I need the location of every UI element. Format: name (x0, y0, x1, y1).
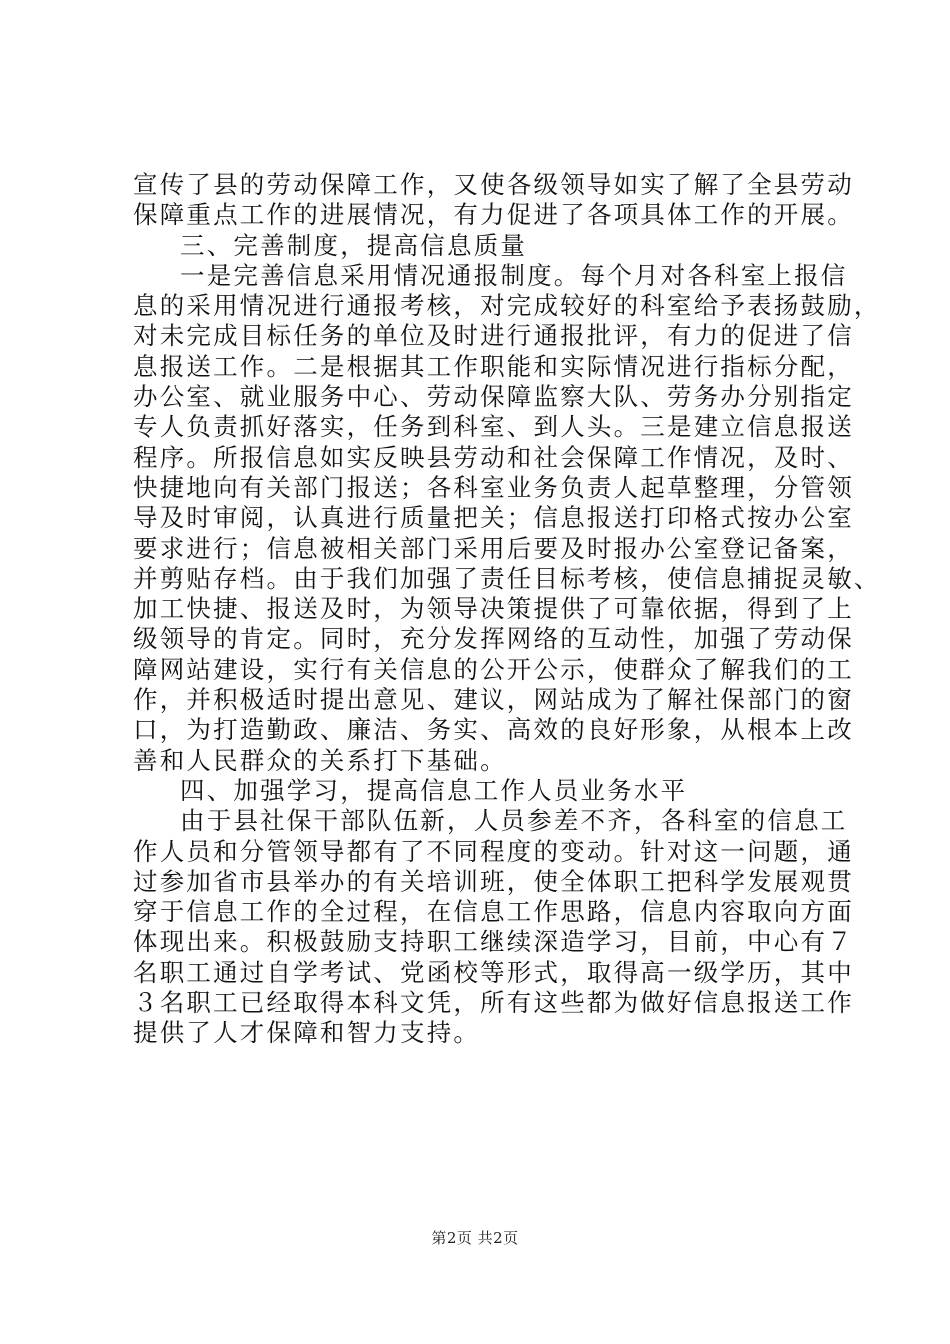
body-line: 口，为打造勤政、廉洁、务实、高效的良好形象，从根本上改 (133, 715, 854, 745)
body-line: 对未完成目标任务的单位及时进行通报批评，有力的促进了信 (133, 321, 854, 351)
body-line: 宣传了县的劳动保障工作，又使各级领导如实了解了全县劳动 (133, 170, 854, 199)
body-line: 提供了人才保障和智力支持。 (133, 1018, 481, 1048)
body-line: 名职工通过自学考试、党函校等形式，取得高一级学历，其中 (133, 957, 854, 987)
body-line: 级领导的肯定。同时，充分发挥网络的互动性，加强了劳动保 (133, 624, 854, 654)
body-line: 过参加省市县举办的有关培训班，使全体职工把科学发展观贯 (133, 866, 854, 896)
body-line: 保障重点工作的进展情况，有力促进了各项具体工作的开展。 (133, 200, 854, 230)
body-line: 由于县社保干部队伍新，人员参差不齐，各科室的信息工 (180, 806, 848, 836)
body-line: 息报送工作。二是根据其工作职能和实际情况进行指标分配， (133, 351, 854, 381)
body-line: 快捷地向有关部门报送；各科室业务负责人起草整理，分管领 (133, 472, 854, 502)
body-line: 要求进行；信息被相关部门采用后要及时报办公室登记备案， (133, 533, 854, 563)
body-line: 程序。所报信息如实反映县劳动和社会保障工作情况，及时、 (133, 442, 854, 472)
body-line: 息的采用情况进行通报考核，对完成较好的科室给予表扬鼓励， (133, 291, 881, 321)
body-line: 导及时审阅，认真进行质量把关；信息报送打印格式按办公室 (133, 503, 854, 533)
body-line: 并剪贴存档。由于我们加强了责任目标考核，使信息捕捉灵敏、 (133, 563, 881, 593)
body-line: 体现出来。积极鼓励支持职工继续深造学习，目前，中心有７ (133, 927, 854, 957)
body-line: 加工快捷、报送及时，为领导决策提供了可靠依据，得到了上 (133, 594, 854, 624)
body-line: 作，并积极适时提出意见、建议，网站成为了解社保部门的窗 (133, 685, 854, 715)
section-heading: 四、加强学习，提高信息工作人员业务水平 (180, 775, 688, 805)
body-line: ３名职工已经取得本科文凭，所有这些都为做好信息报送工作 (133, 988, 854, 1018)
section-heading: 三、完善制度，提高信息质量 (180, 230, 528, 260)
page-footer: 第2页 共2页 (431, 1229, 519, 1247)
body-line: 障网站建设，实行有关信息的公开公示，使群众了解我们的工 (133, 654, 854, 684)
body-line: 一是完善信息采用情况通报制度。每个月对各科室上报信 (180, 260, 848, 290)
body-line: 专人负责抓好落实，任务到科室、到人头。三是建立信息报送 (133, 412, 854, 442)
body-line: 办公室、就业服务中心、劳动保障监察大队、劳务办分别指定 (133, 382, 854, 412)
body-line: 穿于信息工作的全过程，在信息工作思路，信息内容取向方面 (133, 897, 854, 927)
body-line: 善和人民群众的关系打下基础。 (133, 745, 507, 775)
body-line: 作人员和分管领导都有了不同程度的变动。针对这一问题，通 (133, 836, 854, 866)
document-body (133, 170, 881, 1049)
